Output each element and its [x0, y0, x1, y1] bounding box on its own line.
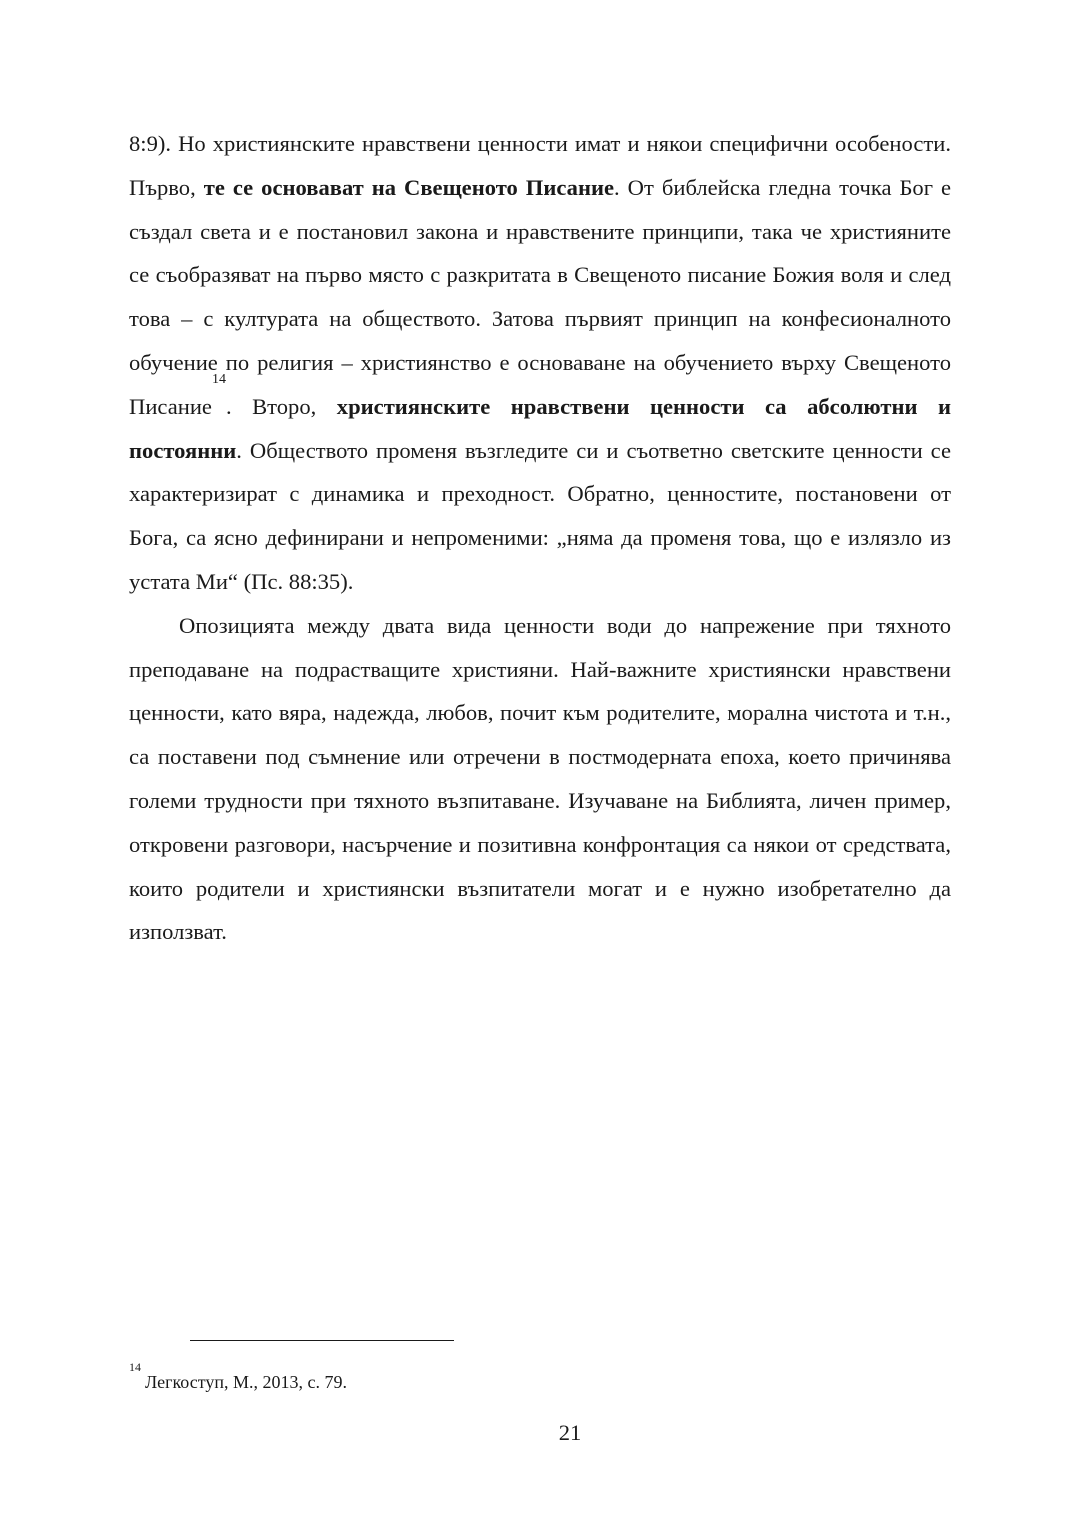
paragraph-1-text-a: 8:9). Но християнските нравствени ценности имат и някои специфични особености. Първо, — [129, 131, 951, 200]
paragraph-1-text-c: . От библейска гледна точка Бог е създал света и е постановил закона и нравствените принципи, така че християните се съобразяват на първо място с разкритата в Свещеното писание Божия воля и след това – с културата на обществото. Затова първият принцип на конфесионалното обучение по религия – християнство е основаване на обучението върху Свещеното Писание — [129, 174, 952, 419]
footnote-divider — [190, 1340, 454, 1341]
paragraph-2: Опозицията между двата вида ценности води до напрежение при тяхното преподаване на подрастващите християни. Най-важните християнски нравствени ценности, като вяра, надежда, любов, почит към родителите, морална чистота и т.н., са поставени под съмнение или отречени в постмодерната епоха, което причинява големи трудности при тяхното възпитаване. Изучаване на Библията, личен пример, откровени разговори, насърчение и позитивна конфронтация са някои от средствата, които родители и християнски възпитатели могат и е нужно изобретателно да използват. — [129, 612, 951, 945]
emphasis-absolute-values: християнските нравствени ценности са абсолютни и постоянни — [129, 393, 951, 463]
page-number: 21 — [558, 1420, 582, 1445]
body-text — [129, 122, 951, 954]
paragraph-1 — [129, 122, 951, 604]
emphasis-scripture: те се основават на Свещеното Писание — [203, 174, 615, 200]
footnote-reference[interactable]: 14 — [211, 371, 226, 387]
footnote-number: 14 — [129, 1360, 141, 1374]
footnote-text: Легкоступ, М., 2013, с. 79. — [145, 1372, 347, 1392]
paragraph-1-text-f: . Обществото променя възгледите си и съответно светските ценности се характеризират с динамика и преходност. Обратно, ценностите, постановени от Бога, са ясно дефинирани и непроменими: „няма да променя това, що е излязло из устата Ми“ (Пс. 88:35). — [129, 437, 951, 594]
paragraph-1-text-d: . Второ, — [225, 393, 337, 419]
footnote — [129, 1360, 347, 1394]
